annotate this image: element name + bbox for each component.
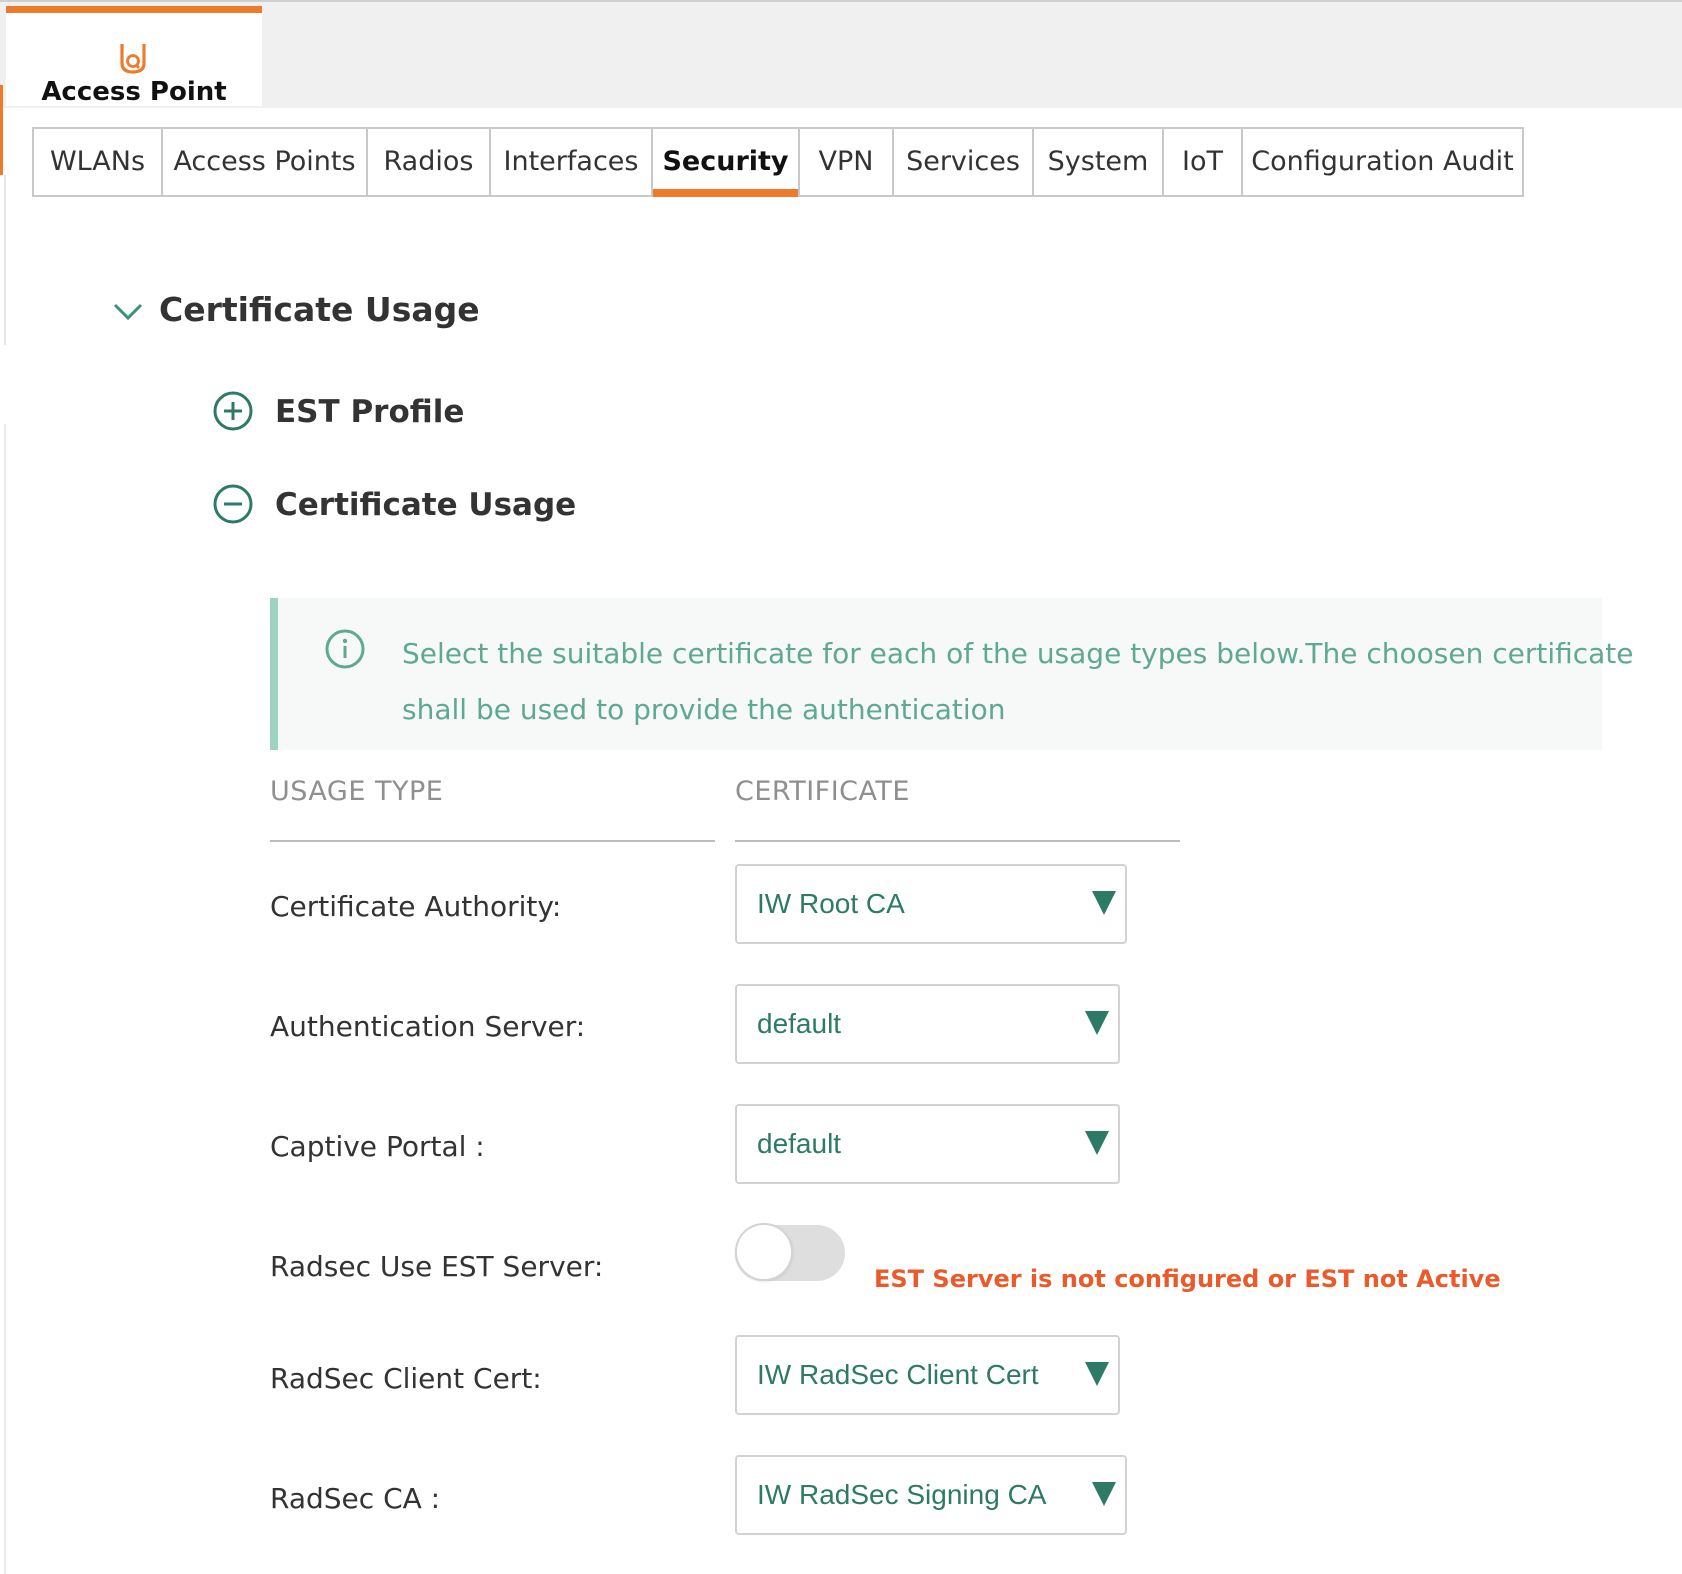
dropdown-arrow-icon bbox=[1091, 1481, 1117, 1507]
tab-iot[interactable]: IoT bbox=[1164, 129, 1243, 195]
section-title[interactable]: Certificate Usage bbox=[159, 290, 480, 329]
est-profile-title[interactable]: EST Profile bbox=[275, 394, 465, 430]
radsec-client-cert-select[interactable] bbox=[735, 1335, 1120, 1415]
est-error-message: EST Server is not configured or EST not Active bbox=[874, 1265, 1501, 1293]
radsec-ca-value: IW RadSec Signing CA bbox=[757, 1479, 1047, 1510]
app-title: Access Point bbox=[41, 77, 227, 107]
captive-portal-select[interactable] bbox=[735, 1104, 1120, 1184]
tab-interfaces[interactable]: Interfaces bbox=[491, 129, 653, 195]
radsec-client-cert-value: IW RadSec Client Cert bbox=[757, 1359, 1039, 1390]
tab-access-points[interactable]: Access Points bbox=[163, 129, 368, 195]
tab-security[interactable]: Security bbox=[653, 129, 800, 195]
plus-circle-icon[interactable] bbox=[212, 390, 254, 432]
chevron-down-icon[interactable] bbox=[112, 300, 144, 324]
tab-configuration-audit[interactable]: Configuration Audit bbox=[1251, 146, 1514, 177]
left-divider-lower bbox=[4, 424, 6, 1574]
dropdown-arrow-icon bbox=[1084, 1130, 1110, 1156]
radsec-ca-label: RadSec CA : bbox=[270, 1482, 441, 1515]
dropdown-arrow-icon bbox=[1084, 1010, 1110, 1036]
captive-portal-value: default bbox=[757, 1128, 842, 1159]
tab-system[interactable]: System bbox=[1034, 129, 1164, 195]
radsec-ca-select[interactable] bbox=[735, 1455, 1127, 1535]
info-banner bbox=[270, 598, 1634, 750]
radsec-client-cert-label: RadSec Client Cert: bbox=[270, 1362, 542, 1395]
radsec-est-toggle[interactable] bbox=[735, 1225, 845, 1281]
tab-radios[interactable]: Radios bbox=[368, 129, 491, 195]
info-text: Select the suitable certificate for each of the usage types below.The choosen certificate shall be used to provide the authentication bbox=[402, 637, 1634, 726]
app-tab-access-point[interactable] bbox=[6, 6, 262, 106]
info-icon bbox=[324, 628, 366, 670]
certificate-authority-value: IW Root CA bbox=[757, 888, 905, 919]
certificate-usage-subtitle[interactable]: Certificate Usage bbox=[275, 487, 577, 523]
minus-circle-icon[interactable] bbox=[212, 483, 254, 525]
authentication-server-select[interactable] bbox=[735, 984, 1120, 1064]
left-accent-bar bbox=[0, 85, 3, 175]
authentication-server-value: default bbox=[757, 1008, 842, 1039]
dropdown-arrow-icon bbox=[1084, 1361, 1110, 1387]
certificate-header: CERTIFICATE bbox=[735, 776, 910, 807]
certificate-authority-label: Certificate Authority: bbox=[270, 890, 562, 923]
tab-vpn[interactable]: VPN bbox=[800, 129, 894, 195]
access-point-icon bbox=[117, 41, 149, 75]
usage-type-header-underline bbox=[270, 840, 715, 842]
captive-portal-label: Captive Portal : bbox=[270, 1130, 485, 1163]
certificate-authority-select[interactable] bbox=[735, 864, 1127, 944]
tab-wlans[interactable]: WLANs bbox=[34, 129, 163, 195]
dropdown-arrow-icon bbox=[1091, 890, 1117, 916]
left-divider bbox=[4, 175, 6, 345]
authentication-server-label: Authentication Server: bbox=[270, 1010, 586, 1043]
radsec-est-label: Radsec Use EST Server: bbox=[270, 1250, 604, 1283]
certificate-header-underline bbox=[735, 840, 1180, 842]
usage-type-header: USAGE TYPE bbox=[270, 776, 444, 807]
tab-services[interactable]: Services bbox=[894, 129, 1034, 195]
toggle-knob bbox=[735, 1223, 793, 1281]
main-nav-tabs bbox=[32, 127, 1524, 197]
